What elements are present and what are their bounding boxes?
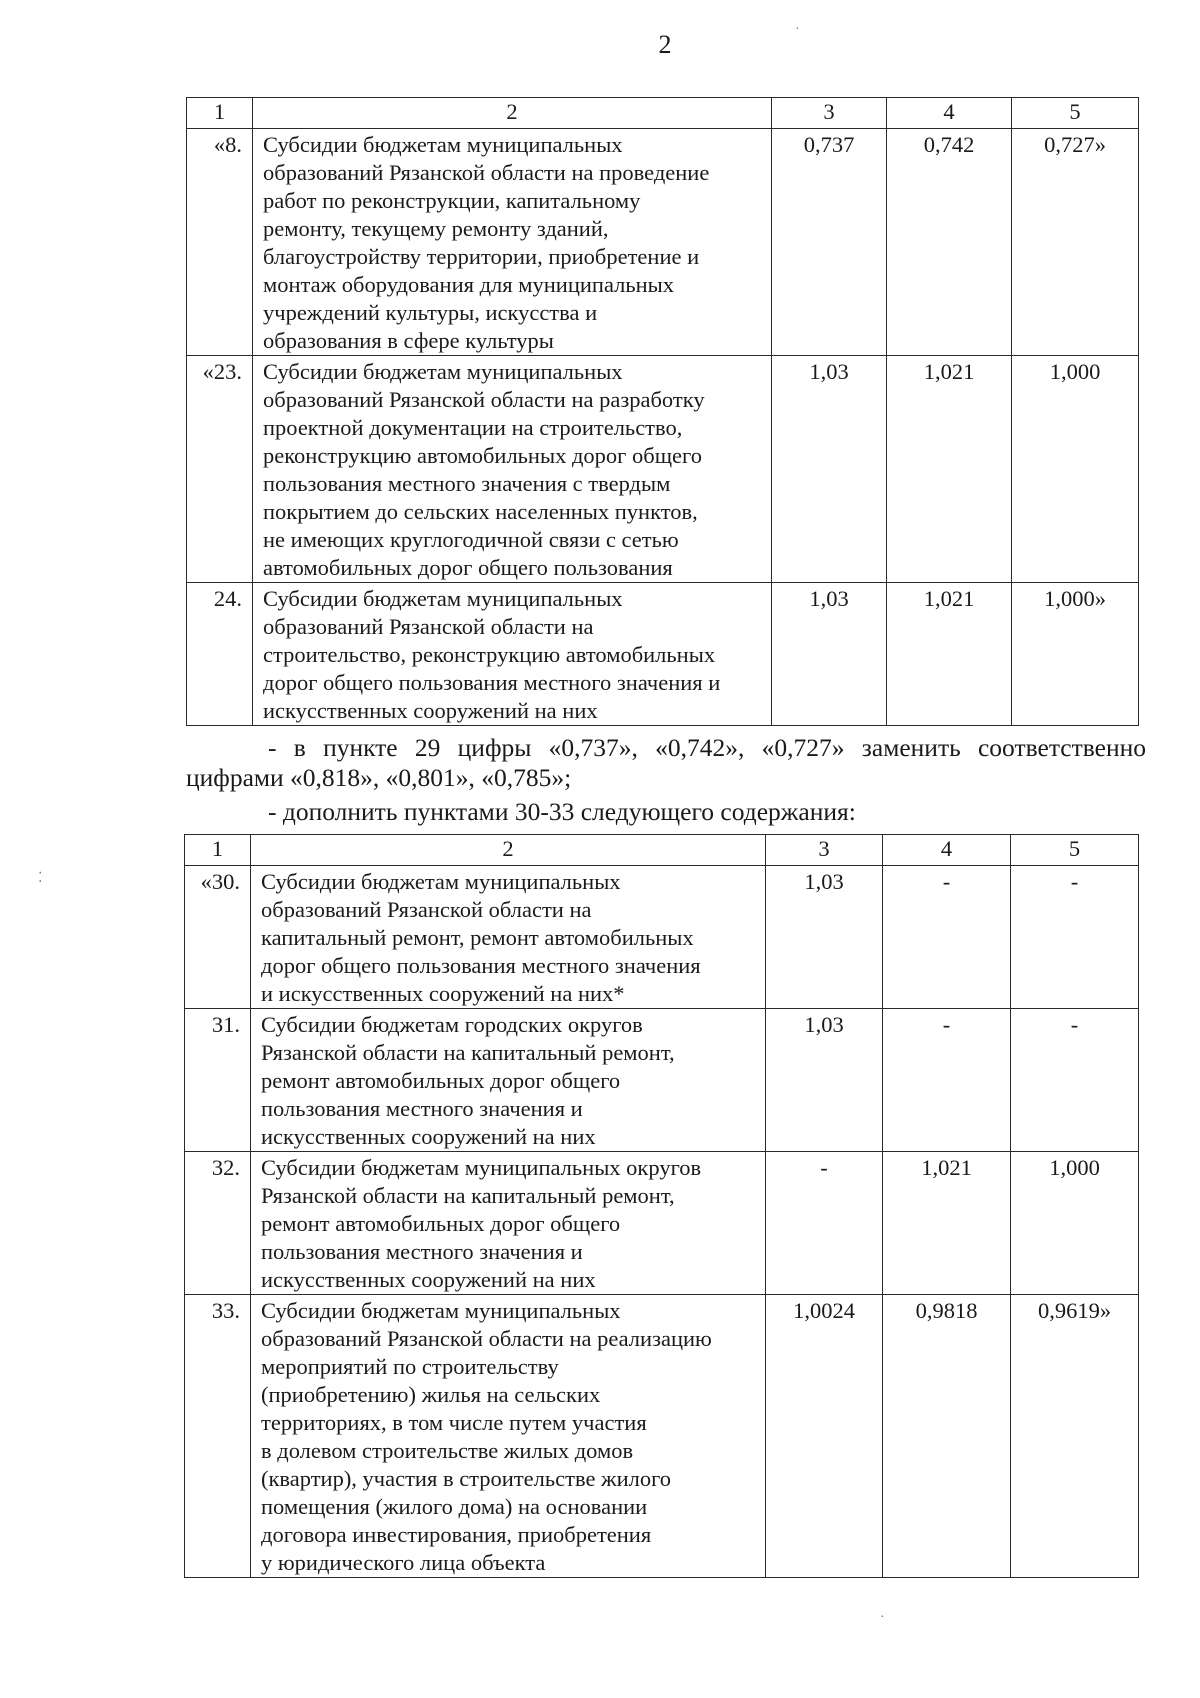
header-col-4: 4	[883, 835, 1011, 866]
row-number: «8.	[187, 129, 253, 356]
header-col-1: 1	[185, 835, 251, 866]
header-col-5: 5	[1011, 835, 1139, 866]
row-description: Субсидии бюджетам муниципальных образований Рязанской области на капитальный ремонт, ремонт автомобильных дорог общего пользования местного значения и искусственных сооружений на них*	[251, 866, 766, 1009]
page-number: 2	[658, 30, 672, 59]
header-col-2: 2	[251, 835, 766, 866]
row-value-col4: 0,9818	[883, 1295, 1011, 1578]
table-row	[187, 583, 1139, 726]
table-row	[187, 356, 1139, 583]
scan-speck: ⁚	[38, 871, 43, 886]
row-value-col4: -	[883, 866, 1011, 1009]
amendment-table-2	[184, 834, 1139, 1578]
table-row	[185, 866, 1139, 1009]
row-value-col5: 0,727»	[1012, 129, 1139, 356]
row-value-col3: -	[766, 1152, 883, 1295]
row-value-col3: 1,03	[772, 583, 887, 726]
row-description: Субсидии бюджетам муниципальных образований Рязанской области на строительство, реконструкцию автомобильных дорог общего пользования местного значения и искусственных сооружений на них	[253, 583, 772, 726]
header-col-3: 3	[766, 835, 883, 866]
row-value-col5: 1,000	[1011, 1152, 1139, 1295]
row-number: 32.	[185, 1152, 251, 1295]
table-row	[185, 1009, 1139, 1152]
row-number: 33.	[185, 1295, 251, 1578]
row-value-col3: 1,03	[766, 1009, 883, 1152]
header-col-3: 3	[772, 98, 887, 129]
row-value-col4: 1,021	[887, 583, 1012, 726]
header-col-1: 1	[187, 98, 253, 129]
row-value-col5: -	[1011, 1009, 1139, 1152]
row-value-col4: -	[883, 1009, 1011, 1152]
row-number: «30.	[185, 866, 251, 1009]
row-number: 31.	[185, 1009, 251, 1152]
table-header-row	[185, 835, 1139, 866]
row-description: Субсидии бюджетам муниципальных образований Рязанской области на проведение работ по реконструкции, капитальному ремонту, текущему ремонту зданий, благоустройству территории, приобретение и монтаж оборудования для муниципальных учреждений культуры, искусства и образования в сфере культуры	[253, 129, 772, 356]
row-value-col3: 1,0024	[766, 1295, 883, 1578]
amendment-paragraph-3: - дополнить пунктами 30-33 следующего содержания:	[268, 797, 856, 826]
amendment-paragraph-1: - в пункте 29 цифры «0,737», «0,742», «0,727» заменить соответственно	[268, 733, 1146, 762]
row-description: Субсидии бюджетам муниципальных образований Рязанской области на реализацию мероприятий по строительству (приобретению) жилья на сельских территориях, в том числе путем участия в долевом строительстве жилых домов (квартир), участия в строительстве жилого помещения (жилого дома) на основании договора инвестирования, приобретения у юридического лица объекта	[251, 1295, 766, 1578]
row-value-col4: 1,021	[887, 356, 1012, 583]
amendment-table-1	[186, 97, 1139, 726]
row-description: Субсидии бюджетам муниципальных округов Рязанской области на капитальный ремонт, ремонт автомобильных дорог общего пользования местного значения и искусственных сооружений на них	[251, 1152, 766, 1295]
header-col-5: 5	[1012, 98, 1139, 129]
row-value-col5: 1,000»	[1012, 583, 1139, 726]
row-value-col3: 1,03	[766, 866, 883, 1009]
row-value-col5: 1,000	[1012, 356, 1139, 583]
row-value-col5: -	[1011, 866, 1139, 1009]
table-header-row	[187, 98, 1139, 129]
table-row	[187, 129, 1139, 356]
row-value-col3: 0,737	[772, 129, 887, 356]
row-number: 24.	[187, 583, 253, 726]
table-row	[185, 1152, 1139, 1295]
row-value-col5: 0,9619»	[1011, 1295, 1139, 1578]
scan-speck: ·	[880, 1610, 885, 1625]
scan-speck: ·	[795, 22, 800, 37]
row-value-col3: 1,03	[772, 356, 887, 583]
amendment-paragraph-2: цифрами «0,818», «0,801», «0,785»;	[186, 763, 572, 792]
row-number: «23.	[187, 356, 253, 583]
table-row	[185, 1295, 1139, 1578]
header-col-2: 2	[253, 98, 772, 129]
row-description: Субсидии бюджетам муниципальных образований Рязанской области на разработку проектной документации на строительство, реконструкцию автомобильных дорог общего пользования местного значения с твердым покрытием до сельских населенных пунктов, не имеющих круглогодичной связи с сетью автомобильных дорог общего пользования	[253, 356, 772, 583]
header-col-4: 4	[887, 98, 1012, 129]
row-value-col4: 0,742	[887, 129, 1012, 356]
row-value-col4: 1,021	[883, 1152, 1011, 1295]
row-description: Субсидии бюджетам городских округов Рязанской области на капитальный ремонт, ремонт автомобильных дорог общего пользования местного значения и искусственных сооружений на них	[251, 1009, 766, 1152]
